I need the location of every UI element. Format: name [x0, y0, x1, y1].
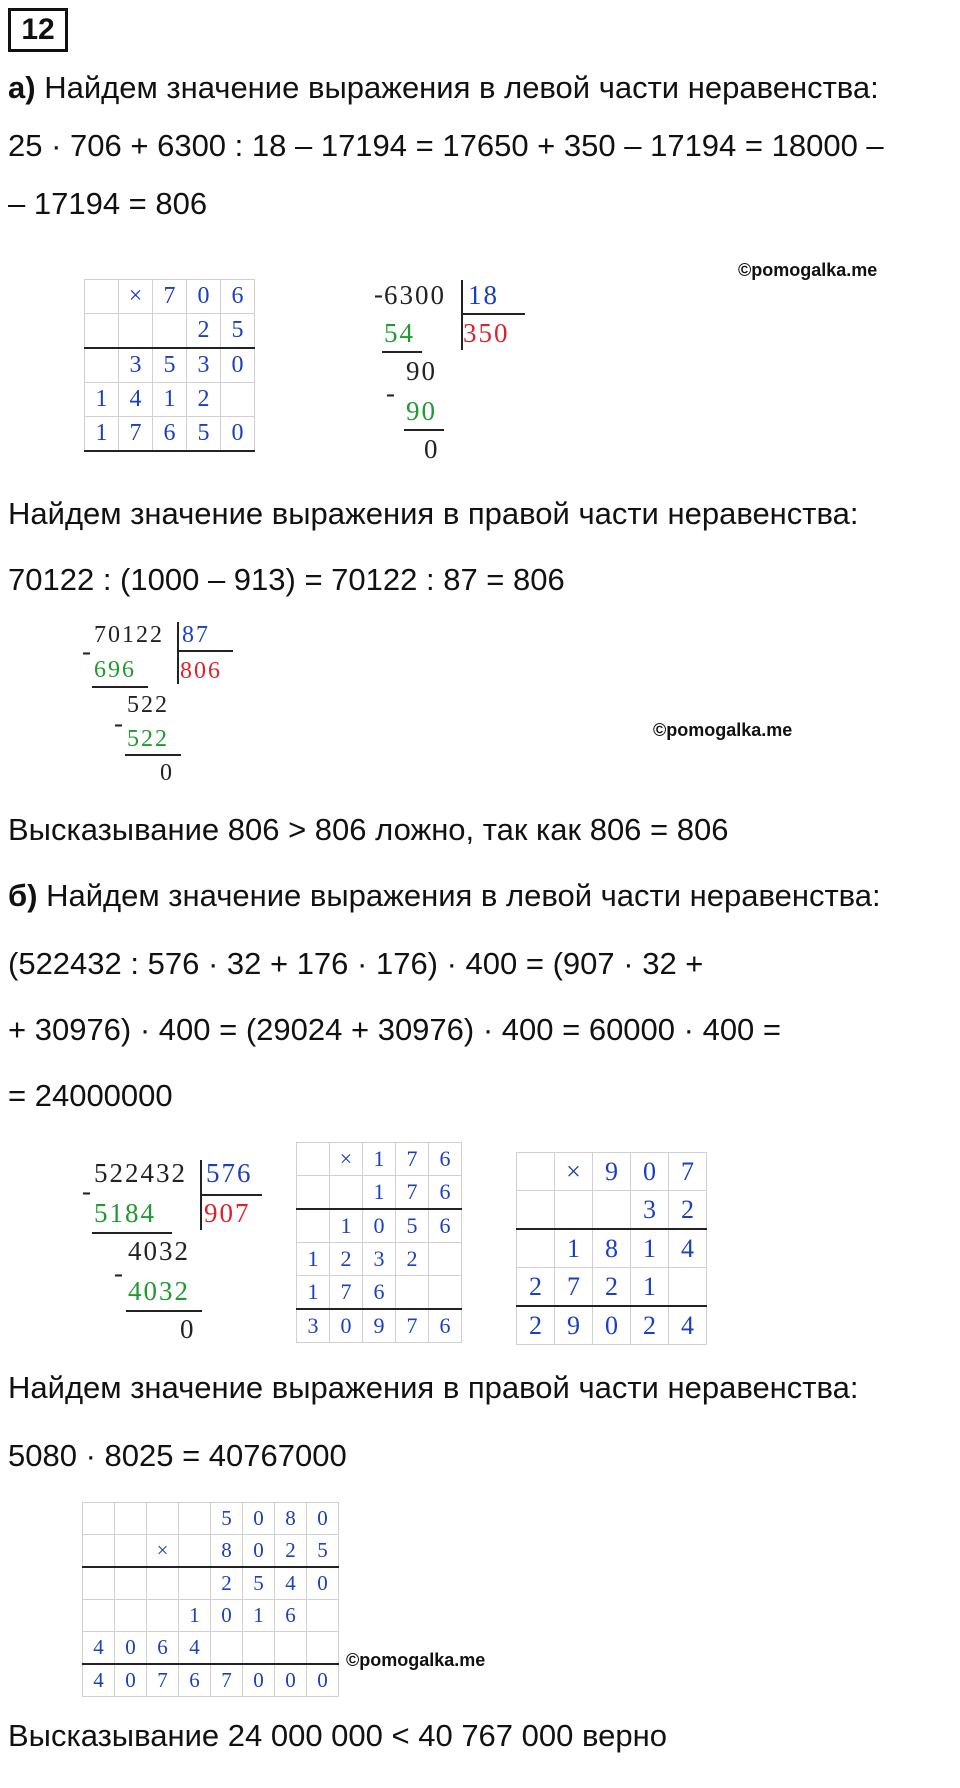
grid-cell: 1 — [243, 1600, 275, 1632]
subtrahend-1: 54 — [384, 318, 415, 348]
grid-cell: 0 — [307, 1503, 339, 1535]
grid-cell — [179, 1503, 211, 1535]
grid-cell: 6 — [147, 1632, 179, 1665]
grid-cell: 7 — [147, 1664, 179, 1697]
grid-cell: 4 — [669, 1229, 707, 1268]
grid-cell: 7 — [330, 1276, 363, 1310]
remainder-1: 4032 — [128, 1236, 190, 1266]
grid-cell: 0 — [187, 280, 221, 314]
grid-cell: 6 — [429, 1176, 462, 1210]
grid-cell — [83, 1535, 115, 1568]
dividend: 522432 — [94, 1158, 187, 1188]
grid-cell — [221, 383, 255, 417]
grid-cell — [119, 314, 153, 349]
grid-cell: 7 — [211, 1664, 243, 1697]
grid-cell: 6 — [221, 280, 255, 314]
remainder-final: 0 — [160, 760, 174, 786]
times-sign: × — [119, 280, 153, 314]
grid-cell — [115, 1567, 147, 1600]
grid-cell: 0 — [243, 1535, 275, 1568]
watermark: ©pomogalka.me — [738, 260, 878, 280]
grid-cell — [83, 1600, 115, 1632]
grid-cell — [593, 1191, 631, 1230]
grid-cell: 1 — [631, 1268, 669, 1307]
grid-cell — [85, 348, 119, 383]
multiplication-907-by-32 — [516, 1152, 707, 1345]
grid-cell — [517, 1191, 555, 1230]
part-a-expr-line1: 25 · 706 + 6300 : 18 – 17194 = 17650 + 350 – 17194 = 18000 – — [8, 128, 884, 163]
part-a-heading — [8, 68, 879, 108]
grid-cell — [669, 1268, 707, 1307]
grid-cell: 3 — [119, 348, 153, 383]
grid-cell: 5 — [211, 1503, 243, 1535]
grid-cell: 5 — [396, 1209, 429, 1243]
grid-row — [297, 1143, 462, 1176]
grid-row — [83, 1567, 339, 1600]
grid-cell — [179, 1535, 211, 1568]
grid-row — [83, 1600, 339, 1632]
grid-cell — [115, 1503, 147, 1535]
grid-cell: 2 — [669, 1191, 707, 1230]
grid-cell: 6 — [363, 1276, 396, 1310]
grid-cell: 6 — [275, 1600, 307, 1632]
grid-cell — [115, 1535, 147, 1568]
quotient: 907 — [204, 1198, 251, 1228]
grid-cell — [517, 1153, 555, 1191]
grid-cell: 0 — [221, 348, 255, 383]
grid-cell — [429, 1243, 462, 1276]
grid-row — [297, 1276, 462, 1310]
grid-cell — [297, 1143, 330, 1176]
grid-cell: 0 — [631, 1153, 669, 1191]
grid-cell: 0 — [363, 1209, 396, 1243]
part-a-right-expr: 70122 : (1000 – 913) = 70122 : 87 = 806 — [8, 562, 565, 597]
grid-cell — [85, 314, 119, 349]
dividend: 6300 — [384, 280, 446, 310]
grid-cell: 4 — [179, 1632, 211, 1665]
part-a-right-heading: Найдем значение выражения в правой части неравенства: — [8, 496, 859, 531]
grid-cell: 1 — [179, 1600, 211, 1632]
grid-cell: 4 — [83, 1632, 115, 1665]
grid-cell — [330, 1176, 363, 1210]
multiplication-5080-by-8025 — [82, 1502, 339, 1697]
grid-cell: 7 — [396, 1143, 429, 1176]
grid-cell — [275, 1632, 307, 1665]
grid-cell: 1 — [631, 1229, 669, 1268]
grid-cell: 8 — [211, 1535, 243, 1568]
grid-cell: 1 — [330, 1209, 363, 1243]
grid-cell: 2 — [631, 1306, 669, 1345]
part-b-right-expr: 5080 · 8025 = 40767000 — [8, 1438, 347, 1473]
grid-cell: 6 — [429, 1209, 462, 1243]
dividend: 70122 — [94, 622, 164, 648]
grid-cell: 0 — [330, 1309, 363, 1343]
grid-cell: 0 — [275, 1664, 307, 1697]
grid-cell — [179, 1567, 211, 1600]
grid-cell: 6 — [179, 1664, 211, 1697]
grid-cell: 6 — [429, 1309, 462, 1343]
multiplication-706-by-25 — [84, 279, 255, 452]
subtrahend-2: 522 — [127, 726, 169, 752]
grid-cell: 6 — [153, 417, 187, 452]
part-a-label: а) — [8, 70, 36, 105]
grid-row — [85, 417, 255, 452]
subtrahend-2: 4032 — [128, 1276, 190, 1306]
grid-cell — [147, 1600, 179, 1632]
grid-cell: 5 — [153, 348, 187, 383]
grid-row — [83, 1664, 339, 1697]
part-b-label: б) — [8, 878, 38, 913]
grid-cell: 9 — [555, 1306, 593, 1345]
grid-cell: 2 — [517, 1268, 555, 1307]
grid-cell: 0 — [243, 1503, 275, 1535]
grid-cell: 1 — [85, 383, 119, 417]
grid-cell — [115, 1600, 147, 1632]
grid-cell: 5 — [221, 314, 255, 349]
grid-row — [85, 280, 255, 314]
grid-cell: 1 — [85, 417, 119, 452]
grid-row — [85, 348, 255, 383]
multiplication-176-by-176 — [296, 1142, 462, 1343]
grid-cell: 9 — [363, 1309, 396, 1343]
grid-cell — [85, 280, 119, 314]
part-b-expr-line3: = 24000000 — [8, 1078, 173, 1113]
grid-cell: 7 — [153, 280, 187, 314]
grid-cell: 0 — [307, 1567, 339, 1600]
grid-cell: 2 — [211, 1567, 243, 1600]
grid-cell: 5 — [307, 1535, 339, 1568]
grid-cell: 5 — [243, 1567, 275, 1600]
grid-cell: 4 — [119, 383, 153, 417]
grid-row — [517, 1229, 707, 1268]
grid-cell: 0 — [115, 1664, 147, 1697]
grid-cell: 2 — [275, 1535, 307, 1568]
grid-cell — [211, 1632, 243, 1665]
grid-cell: 8 — [593, 1229, 631, 1268]
grid-row — [297, 1176, 462, 1210]
part-b-expr-line2: + 30976) · 400 = (29024 + 30976) · 400 = 60000 · 400 = — [8, 1012, 782, 1047]
grid-row — [517, 1306, 707, 1345]
part-b-heading-text: Найдем значение выражения в левой части неравенства: — [46, 878, 881, 913]
grid-cell — [147, 1567, 179, 1600]
times-sign: × — [555, 1153, 593, 1191]
grid-cell: 1 — [153, 383, 187, 417]
grid-cell — [429, 1276, 462, 1310]
grid-cell: 7 — [669, 1153, 707, 1191]
remainder-final: 0 — [424, 434, 440, 464]
subtrahend-1: 5184 — [94, 1198, 156, 1228]
grid-cell: 8 — [275, 1503, 307, 1535]
grid-cell: 0 — [307, 1664, 339, 1697]
grid-row — [517, 1153, 707, 1191]
grid-row — [517, 1268, 707, 1307]
part-a-heading-text: Найдем значение выражения в левой части неравенства: — [44, 70, 879, 105]
grid-cell: 2 — [330, 1243, 363, 1276]
divisor: 87 — [182, 622, 210, 648]
grid-cell — [153, 314, 187, 349]
grid-cell — [396, 1276, 429, 1310]
grid-cell: 9 — [593, 1153, 631, 1191]
part-a-conclusion: Высказывание 806 > 806 ложно, так как 806 = 806 — [8, 812, 729, 847]
grid-cell: 3 — [631, 1191, 669, 1230]
grid-cell: 7 — [119, 417, 153, 452]
grid-cell: 2 — [593, 1268, 631, 1307]
grid-row — [85, 314, 255, 349]
grid-cell: 0 — [243, 1664, 275, 1697]
watermark: ©pomogalka.me — [346, 1650, 486, 1670]
grid-cell: 6 — [429, 1143, 462, 1176]
grid-cell: 5 — [187, 417, 221, 452]
grid-cell: 0 — [221, 417, 255, 452]
task-number: 12 — [8, 8, 68, 52]
grid-cell: 0 — [593, 1306, 631, 1345]
grid-cell: 7 — [396, 1176, 429, 1210]
grid-row — [83, 1535, 339, 1568]
divisor: 18 — [468, 280, 499, 310]
grid-cell: 4 — [83, 1664, 115, 1697]
grid-cell: 3 — [363, 1243, 396, 1276]
grid-row — [297, 1243, 462, 1276]
divisor: 576 — [206, 1158, 253, 1188]
grid-cell — [297, 1176, 330, 1210]
grid-cell: 1 — [297, 1276, 330, 1310]
grid-cell: 0 — [211, 1600, 243, 1632]
grid-cell — [243, 1632, 275, 1665]
grid-cell: 7 — [555, 1268, 593, 1307]
grid-cell — [83, 1503, 115, 1535]
remainder-final: 0 — [180, 1314, 196, 1344]
grid-row — [85, 383, 255, 417]
grid-cell: 3 — [297, 1309, 330, 1343]
grid-cell: 2 — [396, 1243, 429, 1276]
watermark: ©pomogalka.me — [653, 720, 793, 740]
grid-cell: 3 — [187, 348, 221, 383]
subtrahend-2: 90 — [406, 396, 437, 426]
grid-row — [297, 1309, 462, 1343]
grid-cell: 7 — [396, 1309, 429, 1343]
quotient: 350 — [463, 318, 510, 348]
grid-cell — [147, 1503, 179, 1535]
grid-cell — [517, 1229, 555, 1268]
remainder-1: 90 — [406, 356, 437, 386]
grid-cell — [307, 1632, 339, 1665]
part-a-expr-line2: – 17194 = 806 — [8, 186, 208, 221]
times-sign: × — [147, 1535, 179, 1568]
grid-cell: 2 — [187, 314, 221, 349]
grid-cell: 1 — [363, 1143, 396, 1176]
grid-row — [517, 1191, 707, 1230]
part-b-heading — [8, 876, 881, 916]
grid-cell — [555, 1191, 593, 1230]
grid-row — [83, 1632, 339, 1665]
grid-cell — [297, 1209, 330, 1243]
grid-cell: 2 — [517, 1306, 555, 1345]
grid-cell: 0 — [115, 1632, 147, 1665]
grid-cell: 2 — [187, 383, 221, 417]
grid-cell — [307, 1600, 339, 1632]
times-sign: × — [330, 1143, 363, 1176]
remainder-1: 522 — [127, 692, 169, 718]
grid-row — [297, 1209, 462, 1243]
part-b-expr-line1: (522432 : 576 · 32 + 176 · 176) · 400 = (907 · 32 + — [8, 946, 704, 981]
grid-cell: 1 — [297, 1243, 330, 1276]
grid-cell: 4 — [275, 1567, 307, 1600]
grid-cell: 1 — [555, 1229, 593, 1268]
grid-cell: 1 — [363, 1176, 396, 1210]
part-b-right-heading: Найдем значение выражения в правой части неравенства: — [8, 1370, 859, 1405]
grid-cell: 4 — [669, 1306, 707, 1345]
part-b-conclusion: Высказывание 24 000 000 < 40 767 000 верно — [8, 1718, 667, 1753]
quotient: 806 — [180, 658, 222, 684]
grid-row — [83, 1503, 339, 1535]
subtrahend-1: 696 — [94, 657, 136, 683]
grid-cell — [83, 1567, 115, 1600]
